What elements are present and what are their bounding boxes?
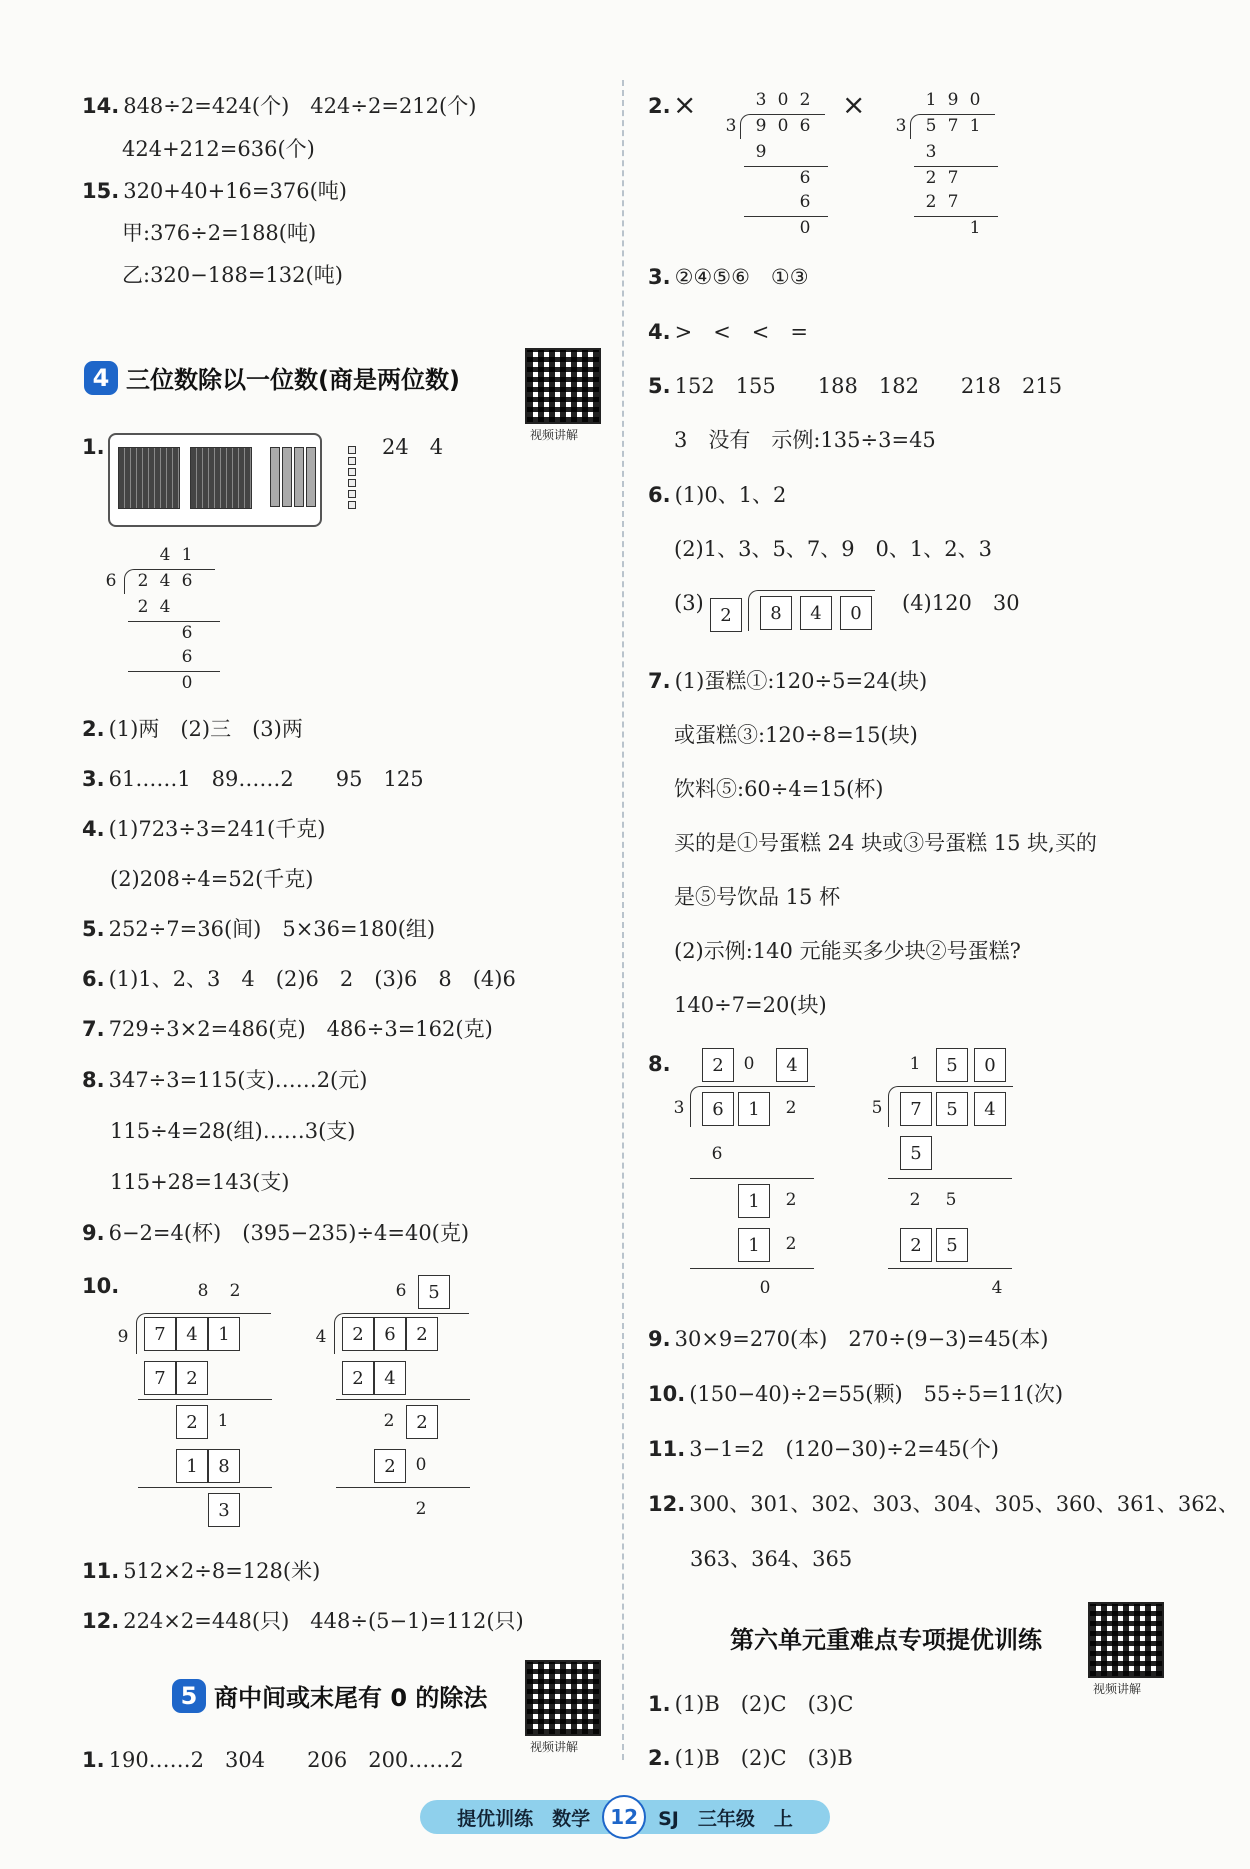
answer-box: 8 bbox=[760, 596, 792, 630]
right-answer-7-line4: 买的是①号蛋糕 24 块或③号蛋糕 15 块,买的 bbox=[674, 831, 1097, 855]
right-answer-2: 2. bbox=[648, 94, 671, 118]
section-4-badge: 4 bbox=[84, 361, 118, 395]
answer-6: 6. (1)1、2、3 4 (2)6 2 (3)6 8 (4)6 bbox=[82, 967, 516, 991]
qr-code-icon[interactable] bbox=[525, 348, 601, 424]
section-5-heading bbox=[172, 1678, 487, 1713]
answer-14-line2: 424+212=636(个) bbox=[122, 137, 315, 161]
section-5-title: 商中间或末尾有 0 的除法 bbox=[214, 1684, 488, 1712]
right-answer-3: 3. ②④⑤⑥ ①③ bbox=[648, 265, 809, 289]
long-division-571: 1 9 0 3 5 7 1 3 2 7 2 7 1 bbox=[890, 90, 1000, 240]
answer-box: 2 bbox=[710, 598, 742, 632]
answer-15-line3: 乙:320−188=132(吨) bbox=[122, 263, 343, 287]
column-divider bbox=[622, 80, 624, 1760]
footer-right: SJ 三年级 上 bbox=[658, 1807, 793, 1830]
answer-15: 15. 320+40+16=376(吨) bbox=[82, 179, 347, 203]
qr-code-icon[interactable] bbox=[525, 1660, 601, 1736]
hundred-block-icon bbox=[190, 447, 252, 509]
section-4-title: 三位数除以一位数(商是两位数) bbox=[126, 366, 460, 394]
right-answer-10: 10. (150−40)÷2=55(颗) 55÷5=11(次) bbox=[648, 1382, 1064, 1406]
answer-8-line2: 115÷4=28(组)……3(支) bbox=[110, 1119, 356, 1143]
qr-label: 视频讲解 bbox=[1093, 1682, 1142, 1696]
answer-2: 2. (1)两 (2)三 (3)两 bbox=[82, 717, 303, 741]
answer-11: 11. 512×2÷8=128(米) bbox=[82, 1559, 321, 1583]
answer-1-values: 24 4 bbox=[382, 435, 444, 459]
ten-rod-icon bbox=[294, 447, 304, 507]
long-division-612: 2 0 4 3 6 1 2 6 1 2 1 2 0 bbox=[668, 1048, 818, 1308]
right-answer-7-line7: 140÷7=20(块) bbox=[674, 993, 827, 1017]
answer-8-line3: 115+28=143(支) bbox=[110, 1170, 290, 1194]
right-answer-11: 11. 3−1=2 (120−30)÷2=45(个) bbox=[648, 1437, 999, 1461]
ten-rod-icon bbox=[282, 447, 292, 507]
right-answer-6-line3: (3) bbox=[674, 591, 704, 615]
right-answer-5-line2: 3 没有 示例:135÷3=45 bbox=[674, 428, 936, 452]
answer-1: 1. bbox=[82, 435, 105, 459]
right-answer-6-line2: (2)1、3、5、7、9 0、1、2、3 bbox=[674, 537, 992, 561]
right-answer-6: 6. (1)0、1、2 bbox=[648, 483, 787, 507]
right-answer-9: 9. 30×9=270(本) 270÷(9−3)=45(本) bbox=[648, 1327, 1049, 1351]
answer-5: 5. 252÷7=36(间) 5×36=180(组) bbox=[82, 917, 436, 941]
section-4-heading bbox=[84, 360, 460, 395]
right-answer-7-line3: 饮料⑤:60÷4=15(杯) bbox=[674, 777, 884, 801]
long-division-906: 3 0 2 3 9 0 6 9 6 6 0 bbox=[720, 90, 830, 240]
section6-answer-1: 1. (1)B (2)C (3)C bbox=[648, 1692, 854, 1716]
page-footer bbox=[420, 1800, 830, 1834]
ten-rod-icon bbox=[306, 447, 316, 507]
answer-4-line2: (2)208÷4=52(千克) bbox=[110, 867, 314, 891]
hundred-block-icon bbox=[118, 447, 180, 509]
answer-9: 9. 6−2=4(杯) (395−235)÷4=40(克) bbox=[82, 1221, 470, 1245]
wrong-mark-icon: × bbox=[842, 88, 866, 121]
long-division-754: 1 5 0 5 7 5 4 5 2 5 2 5 4 bbox=[866, 1048, 1016, 1308]
right-answer-6-part4: (4)120 30 bbox=[902, 591, 1020, 615]
answer-4: 4. (1)723÷3=241(千克) bbox=[82, 817, 326, 841]
right-answer-8: 8. bbox=[648, 1052, 671, 1076]
qr-label: 视频讲解 bbox=[530, 428, 579, 442]
base-ten-blocks-image bbox=[108, 433, 322, 527]
answer-box: 0 bbox=[840, 596, 872, 630]
answer-box: 4 bbox=[800, 596, 832, 630]
page-number: 12 bbox=[602, 1795, 646, 1839]
right-answer-7-line2: 或蛋糕③:120÷8=15(块) bbox=[674, 723, 918, 747]
long-division-741: 8 2 9 7 4 1 7 2 2 1 1 8 3 bbox=[112, 1275, 272, 1545]
answer-10: 10. bbox=[82, 1274, 120, 1298]
right-answer-7-line5: 是⑤号饮品 15 杯 bbox=[674, 885, 841, 909]
answer-7: 7. 729÷3×2=486(克) 486÷3=162(克) bbox=[82, 1017, 493, 1041]
answer-12: 12. 224×2=448(只) 448÷(5−1)=112(只) bbox=[82, 1609, 524, 1633]
answer-8: 8. 347÷3=115(支)……2(元) bbox=[82, 1068, 368, 1092]
right-answer-12: 12. 300、301、302、303、304、305、360、361、362、 bbox=[648, 1492, 1239, 1516]
wrong-mark-icon: × bbox=[673, 88, 697, 121]
qr-label: 视频讲解 bbox=[530, 1740, 579, 1754]
footer-left: 提优训练 数学 bbox=[457, 1807, 591, 1830]
ten-rod-icon bbox=[270, 447, 280, 507]
answer-15-line2: 甲:376÷2=188(吨) bbox=[122, 221, 317, 245]
long-division-246: 4 1 6 2 4 6 2 4 6 6 0 bbox=[100, 545, 220, 695]
answer-14: 14. 848÷2=424(个) 424÷2=212(个) bbox=[82, 94, 477, 118]
right-answer-5: 5. 152 155 188 182 218 215 bbox=[648, 374, 1063, 398]
answer-3: 3. 61……1 89……2 95 125 bbox=[82, 767, 424, 791]
section-6-title: 第六单元重难点专项提优训练 bbox=[730, 1626, 1042, 1654]
right-answer-7-line6: (2)示例:140 元能买多少块②号蛋糕? bbox=[674, 939, 1021, 963]
section5-answer-1: 1. 190……2 304 206 200……2 bbox=[82, 1748, 464, 1772]
section-6-heading bbox=[730, 1620, 1042, 1655]
right-answer-7: 7. (1)蛋糕①:120÷5=24(块) bbox=[648, 669, 928, 693]
qr-code-icon[interactable] bbox=[1088, 1602, 1164, 1678]
long-division-262: 6 5 4 2 6 2 2 4 2 2 2 0 2 bbox=[310, 1275, 470, 1545]
right-answer-12-line2: 363、364、365 bbox=[690, 1547, 853, 1571]
right-answer-4: 4. > < < = bbox=[648, 320, 808, 344]
section-5-badge: 5 bbox=[172, 1679, 206, 1713]
section6-answer-2: 2. (1)B (2)C (3)B bbox=[648, 1746, 853, 1770]
